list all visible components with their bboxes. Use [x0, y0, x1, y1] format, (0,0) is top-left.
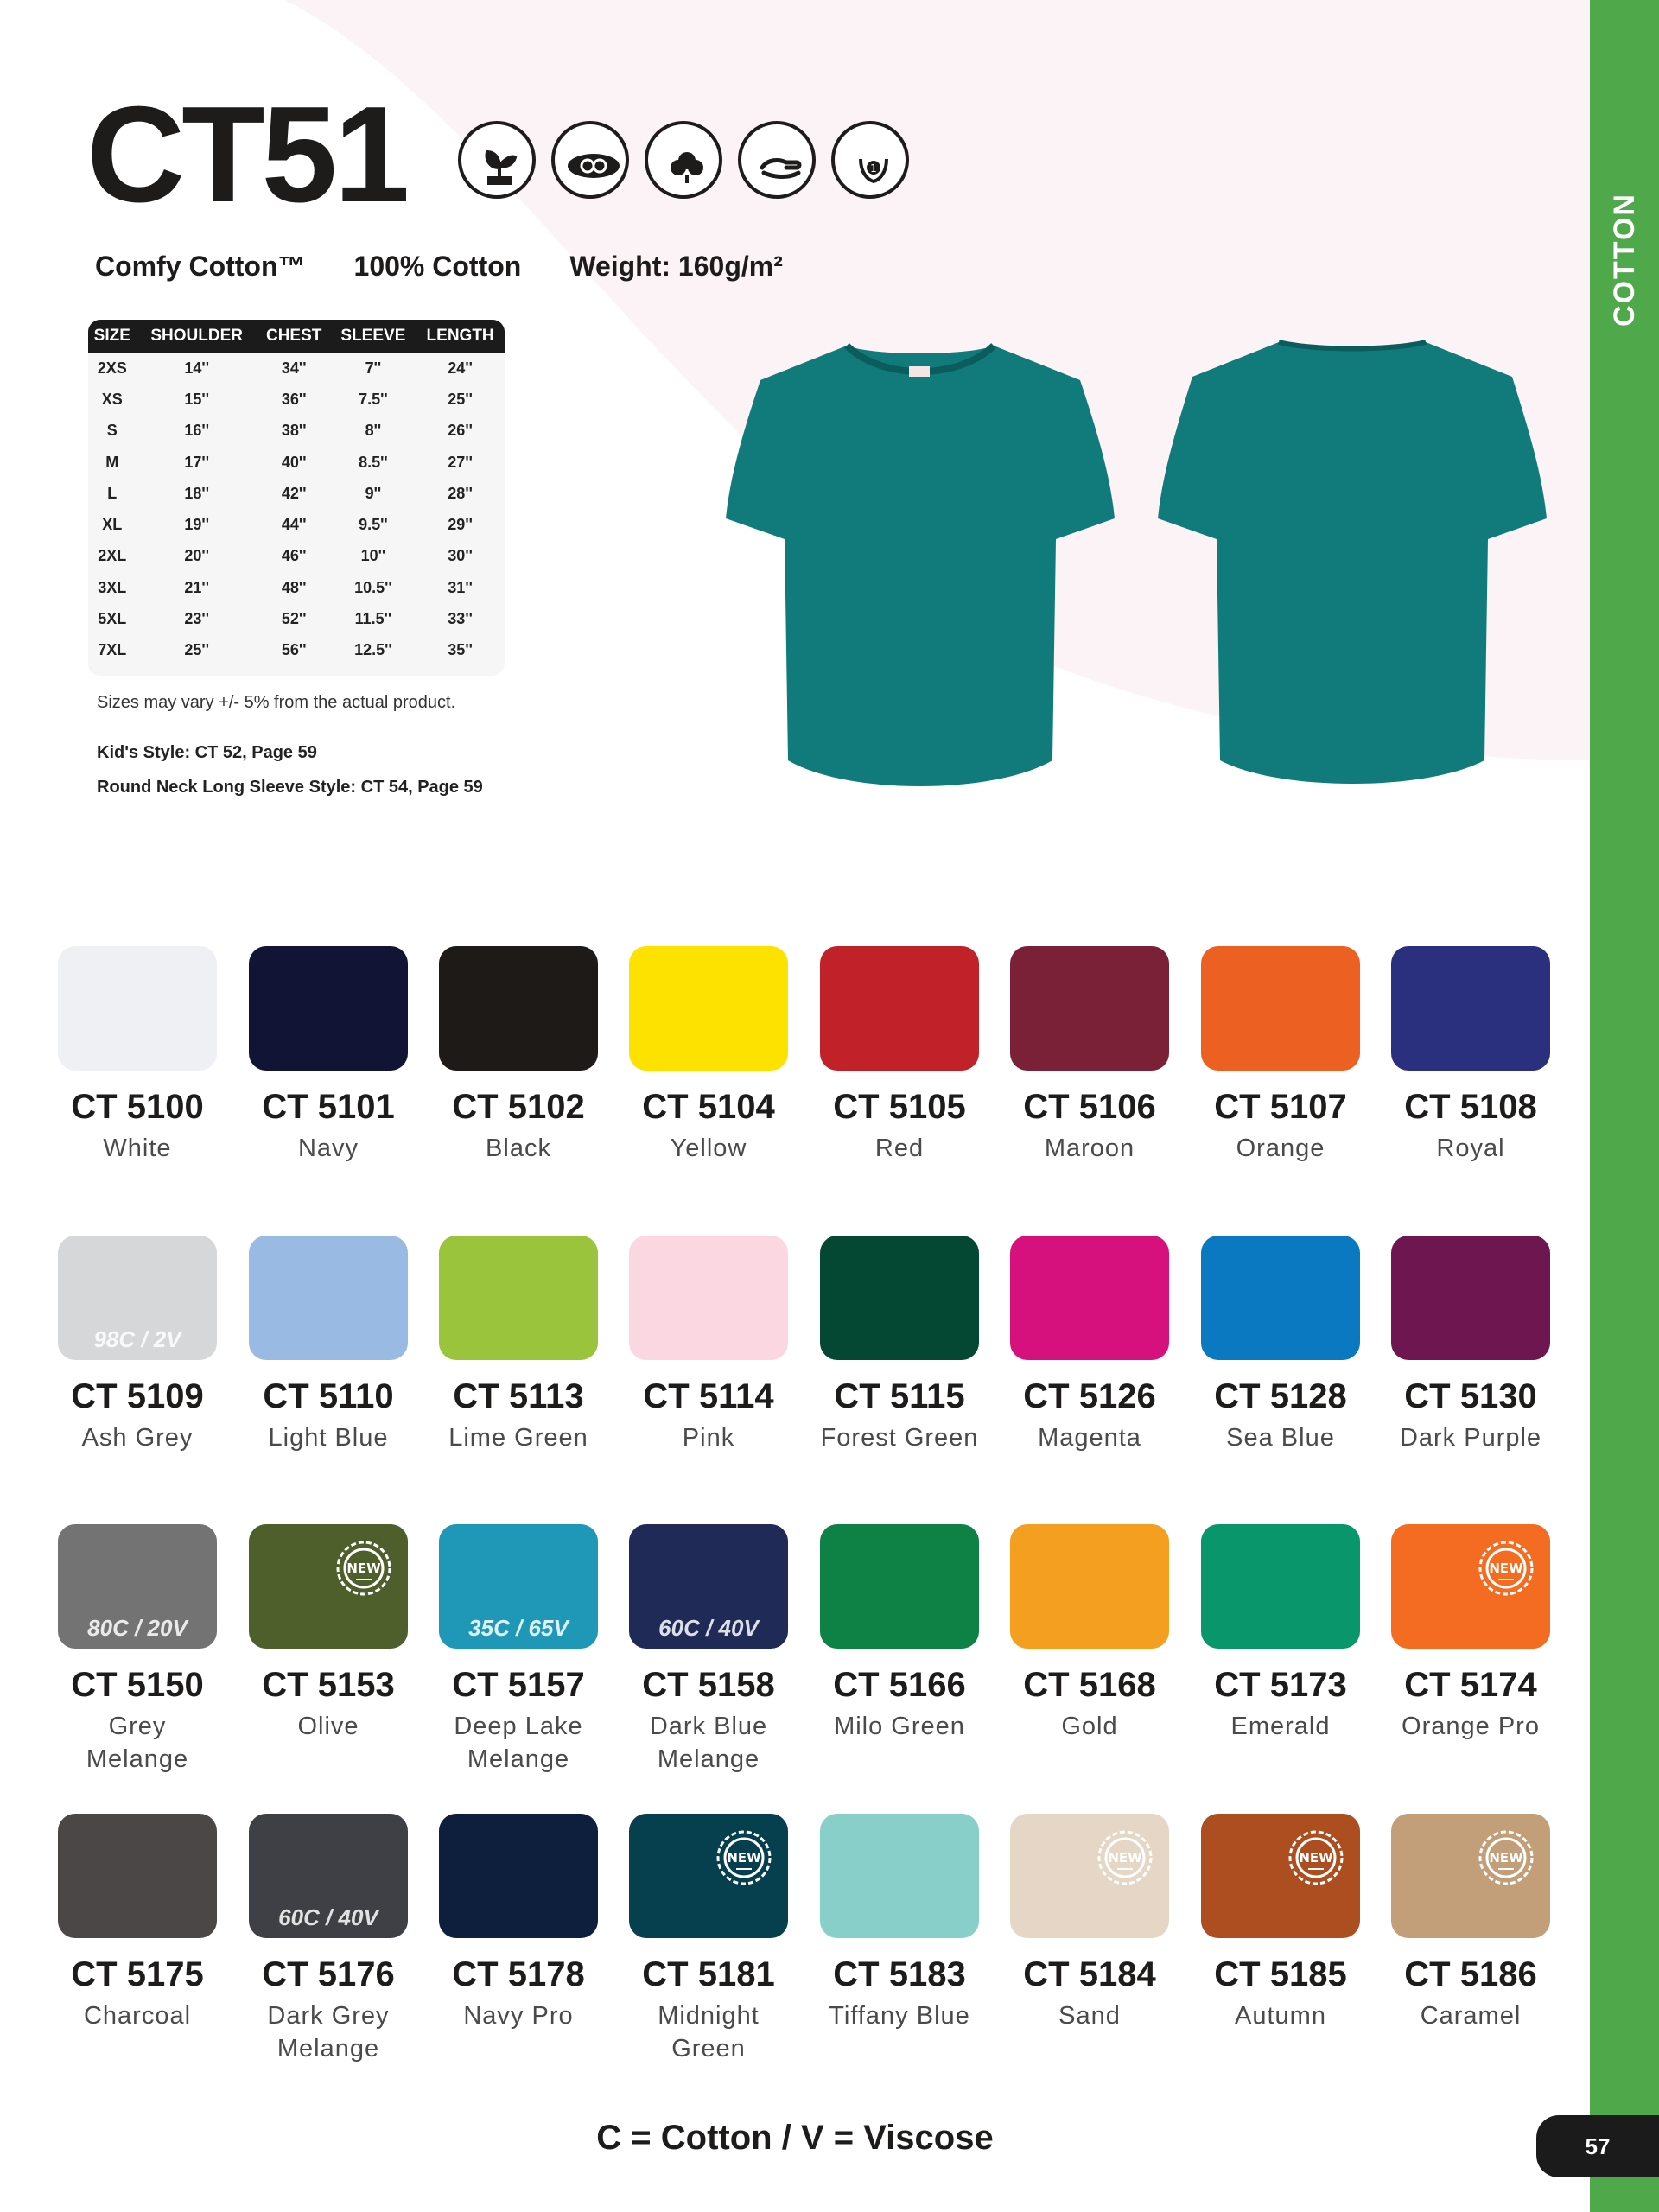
color-swatch	[1391, 946, 1550, 1071]
color-code: CT 5176	[262, 1955, 395, 1993]
color-name: Caramel	[1420, 2002, 1522, 2030]
svg-text:NEW: NEW	[1108, 1850, 1142, 1866]
size-table-cell: 52''	[281, 610, 307, 628]
new-badge-icon	[1284, 1826, 1348, 1890]
color-option	[436, 1814, 601, 2032]
size-table-cell: 10.5''	[354, 578, 392, 596]
size-table-cell: 2XS	[97, 359, 127, 377]
color-code: CT 5128	[1214, 1377, 1347, 1415]
color-option	[436, 1236, 601, 1454]
color-swatch	[1010, 1524, 1169, 1649]
size-table-cell: 8''	[365, 422, 382, 440]
size-table-cell: 21''	[184, 578, 209, 596]
color-name: Magenta	[1038, 1424, 1141, 1452]
soft-touch-badge	[738, 121, 816, 199]
color-code: CT 5157	[452, 1666, 585, 1704]
color-swatch	[1010, 1236, 1169, 1360]
size-table-cell: 29''	[448, 516, 473, 534]
color-option	[1198, 1236, 1363, 1454]
size-table-row	[88, 384, 505, 415]
size-table-cell: 23''	[184, 610, 209, 628]
color-option	[55, 1524, 219, 1776]
color-option	[1198, 946, 1363, 1165]
color-swatch	[439, 1236, 598, 1360]
page-number: 57	[1536, 2115, 1659, 2177]
color-code: CT 5115	[834, 1377, 965, 1415]
size-table-row	[88, 353, 505, 384]
size-table-row	[88, 603, 505, 634]
color-option	[817, 946, 982, 1165]
color-option	[626, 1524, 791, 1776]
svg-text:NEW: NEW	[1489, 1850, 1523, 1866]
size-table-header: CHEST	[257, 320, 331, 353]
color-option	[626, 1236, 791, 1454]
size-table-cell: 26''	[448, 422, 473, 440]
color-name: White	[103, 1135, 172, 1162]
color-code: CT 5110	[263, 1377, 394, 1415]
size-table-cell: 3XL	[98, 578, 127, 596]
size-table-cell: 27''	[448, 453, 473, 471]
size-variance-note: Sizes may vary +/- 5% from the actual product.	[97, 693, 456, 712]
new-badge-icon	[1474, 1536, 1538, 1600]
color-option	[55, 946, 219, 1165]
kids-style-ref: Kid's Style: CT 52, Page 59	[97, 743, 317, 762]
color-code: CT 5158	[642, 1666, 775, 1704]
blend-ratio: 35C / 65V	[468, 1615, 569, 1641]
color-code: CT 5106	[1023, 1088, 1156, 1126]
color-option	[1389, 946, 1553, 1165]
color-code: CT 5109	[71, 1377, 204, 1415]
color-option	[436, 1524, 601, 1776]
plant-icon	[461, 124, 539, 202]
size-table-cell: 20''	[184, 547, 209, 565]
color-code: CT 5126	[1023, 1377, 1156, 1415]
color-swatch	[1391, 1524, 1550, 1649]
color-option	[626, 1814, 791, 2065]
size-table-cell: S	[106, 422, 118, 440]
color-swatch	[629, 946, 788, 1071]
blend-ratio: 98C / 2V	[93, 1326, 181, 1352]
color-name: Dark Grey Melange	[267, 2002, 390, 2063]
new-badge-icon	[1474, 1826, 1538, 1890]
size-table-row	[88, 572, 505, 603]
color-code: CT 5101	[262, 1088, 395, 1126]
long-sleeve-ref: Round Neck Long Sleeve Style: CT 54, Page 59	[97, 778, 483, 797]
svg-text:1: 1	[870, 162, 877, 175]
color-name: Emerald	[1230, 1713, 1331, 1740]
color-code: CT 5166	[833, 1666, 966, 1704]
hand-icon	[741, 124, 819, 202]
new-badge-icon	[712, 1826, 776, 1890]
color-option	[1007, 946, 1172, 1165]
color-code: CT 5183	[833, 1955, 966, 1993]
color-code: CT 5105	[833, 1088, 966, 1126]
cotton-icon	[648, 124, 726, 202]
size-table-cell: 33''	[448, 610, 473, 628]
size-table-cell: 9''	[365, 484, 382, 502]
fabric-legend: C = Cotton / V = Viscose	[596, 2119, 994, 2157]
size-table-cell: 5XL	[98, 610, 127, 628]
color-name: Dark Purple	[1399, 1424, 1542, 1452]
color-name: Light Blue	[268, 1424, 389, 1452]
cotton-badge	[645, 121, 722, 199]
size-table-cell: 48''	[281, 578, 307, 596]
color-swatch	[629, 1236, 788, 1360]
size-table-cell: 10''	[360, 547, 386, 565]
size-table-cell: 36''	[281, 390, 307, 408]
color-name: Midnight Green	[658, 2002, 760, 2063]
color-swatch	[1201, 1524, 1360, 1649]
svg-text:NEW: NEW	[1299, 1850, 1333, 1866]
color-option	[1389, 1236, 1553, 1454]
color-name: Grey Melange	[86, 1713, 189, 1773]
color-swatch	[439, 1814, 598, 1938]
color-code: CT 5173	[1214, 1666, 1347, 1704]
size-table-cell: 19''	[184, 516, 209, 534]
size-table-header: SHOULDER	[137, 320, 257, 353]
size-table-row	[88, 416, 505, 447]
color-option	[55, 1236, 219, 1454]
size-table-cell: 31''	[448, 578, 473, 596]
color-code: CT 5104	[642, 1088, 775, 1126]
color-swatch	[1010, 946, 1169, 1071]
size-table-cell: 38''	[281, 422, 307, 440]
color-swatch	[1391, 1236, 1550, 1360]
color-swatch	[1391, 1814, 1550, 1938]
color-name: Yellow	[670, 1135, 747, 1162]
color-code: CT 5108	[1404, 1088, 1537, 1126]
color-name: Navy Pro	[463, 2002, 574, 2030]
size-table-cell: 7.5''	[359, 390, 388, 408]
color-option	[55, 1814, 219, 2032]
color-swatch	[820, 946, 979, 1071]
color-name: Forest Green	[820, 1424, 979, 1452]
feature-badges	[458, 121, 909, 199]
size-table-cell: 7XL	[98, 641, 127, 659]
product-title: CT51	[86, 79, 407, 231]
size-table-cell: M	[105, 453, 119, 471]
color-swatch	[439, 1524, 598, 1649]
svg-text:NEW: NEW	[727, 1850, 761, 1866]
size-table-cell: 14''	[184, 359, 209, 377]
size-table-cell: 42''	[281, 484, 307, 502]
best-seller-badge	[831, 121, 909, 199]
color-name: Ash Grey	[81, 1424, 194, 1452]
size-table-cell: XL	[102, 516, 123, 534]
gender-icon	[555, 124, 632, 202]
svg-text:NEW: NEW	[1489, 1560, 1523, 1576]
color-code: CT 5174	[1404, 1666, 1537, 1704]
size-table-header: SLEEVE	[331, 320, 416, 353]
color-name: Orange	[1236, 1135, 1325, 1162]
color-name: Milo Green	[834, 1713, 965, 1740]
color-option	[1198, 1814, 1363, 2032]
size-table-cell: 2XL	[98, 547, 127, 565]
color-name: Charcoal	[83, 2002, 192, 2030]
size-table-cell: 44''	[281, 516, 307, 534]
size-table-row	[88, 541, 505, 572]
color-name: Gold	[1061, 1713, 1118, 1740]
size-table-cell: 46''	[281, 547, 307, 565]
color-name: Tiffany Blue	[829, 2002, 970, 2030]
size-table-cell: 34''	[281, 359, 307, 377]
color-option	[817, 1524, 982, 1743]
color-code: CT 5150	[71, 1666, 204, 1704]
color-name: Dark Blue Melange	[649, 1713, 768, 1773]
size-table-cell: 12.5''	[354, 641, 392, 659]
color-swatch	[58, 1814, 217, 1938]
size-table-cell: 40''	[281, 453, 307, 471]
color-code: CT 5107	[1214, 1088, 1347, 1126]
color-swatch	[820, 1236, 979, 1360]
color-name: Black	[486, 1135, 551, 1162]
color-swatch	[439, 946, 598, 1071]
spec-material: 100% Cotton	[353, 251, 522, 282]
color-code: CT 5178	[452, 1955, 585, 1993]
color-name: Lime Green	[448, 1424, 588, 1452]
color-option	[817, 1236, 982, 1454]
size-chart	[88, 320, 505, 676]
color-code: CT 5184	[1023, 1955, 1156, 1993]
size-table-cell: 16''	[184, 422, 209, 440]
size-table-cell: L	[107, 484, 118, 502]
color-name: Orange Pro	[1402, 1713, 1540, 1740]
size-table-cell: 25''	[184, 641, 209, 659]
color-option	[817, 1814, 982, 2032]
color-swatch	[1010, 1814, 1169, 1938]
color-name: Navy	[297, 1135, 359, 1162]
color-code: CT 5153	[262, 1666, 395, 1704]
color-option	[246, 1524, 410, 1743]
color-option	[1389, 1814, 1553, 2032]
color-name: Pink	[682, 1424, 735, 1452]
color-name: Olive	[297, 1713, 359, 1740]
color-swatch	[58, 946, 217, 1071]
color-name: Autumn	[1235, 2002, 1326, 2030]
color-swatch	[249, 1524, 408, 1649]
product-specs	[95, 251, 831, 283]
size-table-cell: XS	[101, 390, 123, 408]
size-table-cell: 56''	[281, 641, 307, 659]
color-swatch	[1201, 1236, 1360, 1360]
sidebar	[1590, 0, 1659, 2212]
color-option	[246, 1236, 410, 1454]
color-name: Red	[874, 1135, 925, 1162]
color-code: CT 5102	[452, 1088, 585, 1126]
size-table-header: SIZE	[88, 320, 137, 353]
color-code: CT 5168	[1023, 1666, 1156, 1704]
color-code: CT 5113	[453, 1377, 584, 1415]
color-code: CT 5181	[642, 1955, 775, 1993]
new-badge-icon	[332, 1536, 396, 1600]
size-table-cell: 8.5''	[359, 453, 388, 471]
color-swatch	[58, 1524, 217, 1649]
color-swatch	[249, 1814, 408, 1938]
color-code: CT 5186	[1404, 1955, 1537, 1993]
size-table-row	[88, 509, 505, 540]
color-name: Sea Blue	[1226, 1424, 1335, 1452]
color-code: CT 5114	[643, 1377, 774, 1415]
color-option	[1007, 1524, 1172, 1743]
color-option	[1007, 1236, 1172, 1454]
size-table-cell: 17''	[184, 453, 209, 471]
size-table-cell: 25''	[448, 390, 473, 408]
color-code: CT 5130	[1404, 1377, 1537, 1415]
color-code: CT 5185	[1214, 1955, 1347, 1993]
color-swatch	[249, 1236, 408, 1360]
color-option	[1198, 1524, 1363, 1743]
color-option	[246, 1814, 410, 2065]
size-table-row	[88, 447, 505, 478]
tshirt-back-image	[1149, 328, 1555, 812]
color-name: Royal	[1436, 1135, 1505, 1162]
color-option	[1007, 1814, 1172, 2032]
color-name: Sand	[1058, 2002, 1121, 2030]
size-table-cell: 35''	[448, 641, 473, 659]
color-swatch	[629, 1524, 788, 1649]
eco-dye-badge	[458, 121, 536, 199]
blend-ratio: 80C / 20V	[87, 1615, 188, 1641]
size-table-cell: 9.5''	[359, 516, 388, 534]
size-table-cell: 18''	[184, 484, 209, 502]
size-table-cell: 30''	[448, 547, 473, 565]
size-table-row	[88, 635, 505, 666]
tshirt-front-image	[717, 328, 1123, 812]
size-table-cell: 24''	[448, 359, 473, 377]
color-code: CT 5175	[71, 1955, 204, 1993]
color-swatch	[249, 946, 408, 1071]
color-option	[1389, 1524, 1553, 1743]
category-label: COTTON	[1607, 192, 1641, 327]
spec-brand: Comfy Cotton™	[95, 251, 306, 282]
size-table-cell: 15''	[184, 390, 209, 408]
color-swatch	[58, 1236, 217, 1360]
size-table-cell: 7''	[365, 359, 382, 377]
spec-weight: Weight: 160g/m²	[569, 251, 783, 282]
color-option	[436, 946, 601, 1165]
unisex-badge	[551, 121, 629, 199]
size-table-cell: 28''	[448, 484, 473, 502]
blend-ratio: 60C / 40V	[278, 1904, 378, 1930]
color-swatch	[629, 1814, 788, 1938]
svg-text:NEW: NEW	[346, 1560, 381, 1576]
color-option	[246, 946, 410, 1165]
color-swatch	[820, 1814, 979, 1938]
color-name: Deep Lake Melange	[454, 1713, 583, 1773]
laurel-icon	[835, 124, 912, 202]
size-table-row	[88, 478, 505, 509]
color-swatch	[820, 1524, 979, 1649]
color-name: Maroon	[1044, 1135, 1135, 1162]
color-option	[626, 946, 791, 1165]
new-badge-icon	[1093, 1826, 1157, 1890]
blend-ratio: 60C / 40V	[658, 1615, 759, 1641]
color-code: CT 5100	[71, 1088, 204, 1126]
color-swatch	[1201, 1814, 1360, 1938]
color-swatch	[1201, 946, 1360, 1071]
size-table-header: LENGTH	[416, 320, 505, 353]
size-table-cell: 11.5''	[354, 610, 392, 628]
